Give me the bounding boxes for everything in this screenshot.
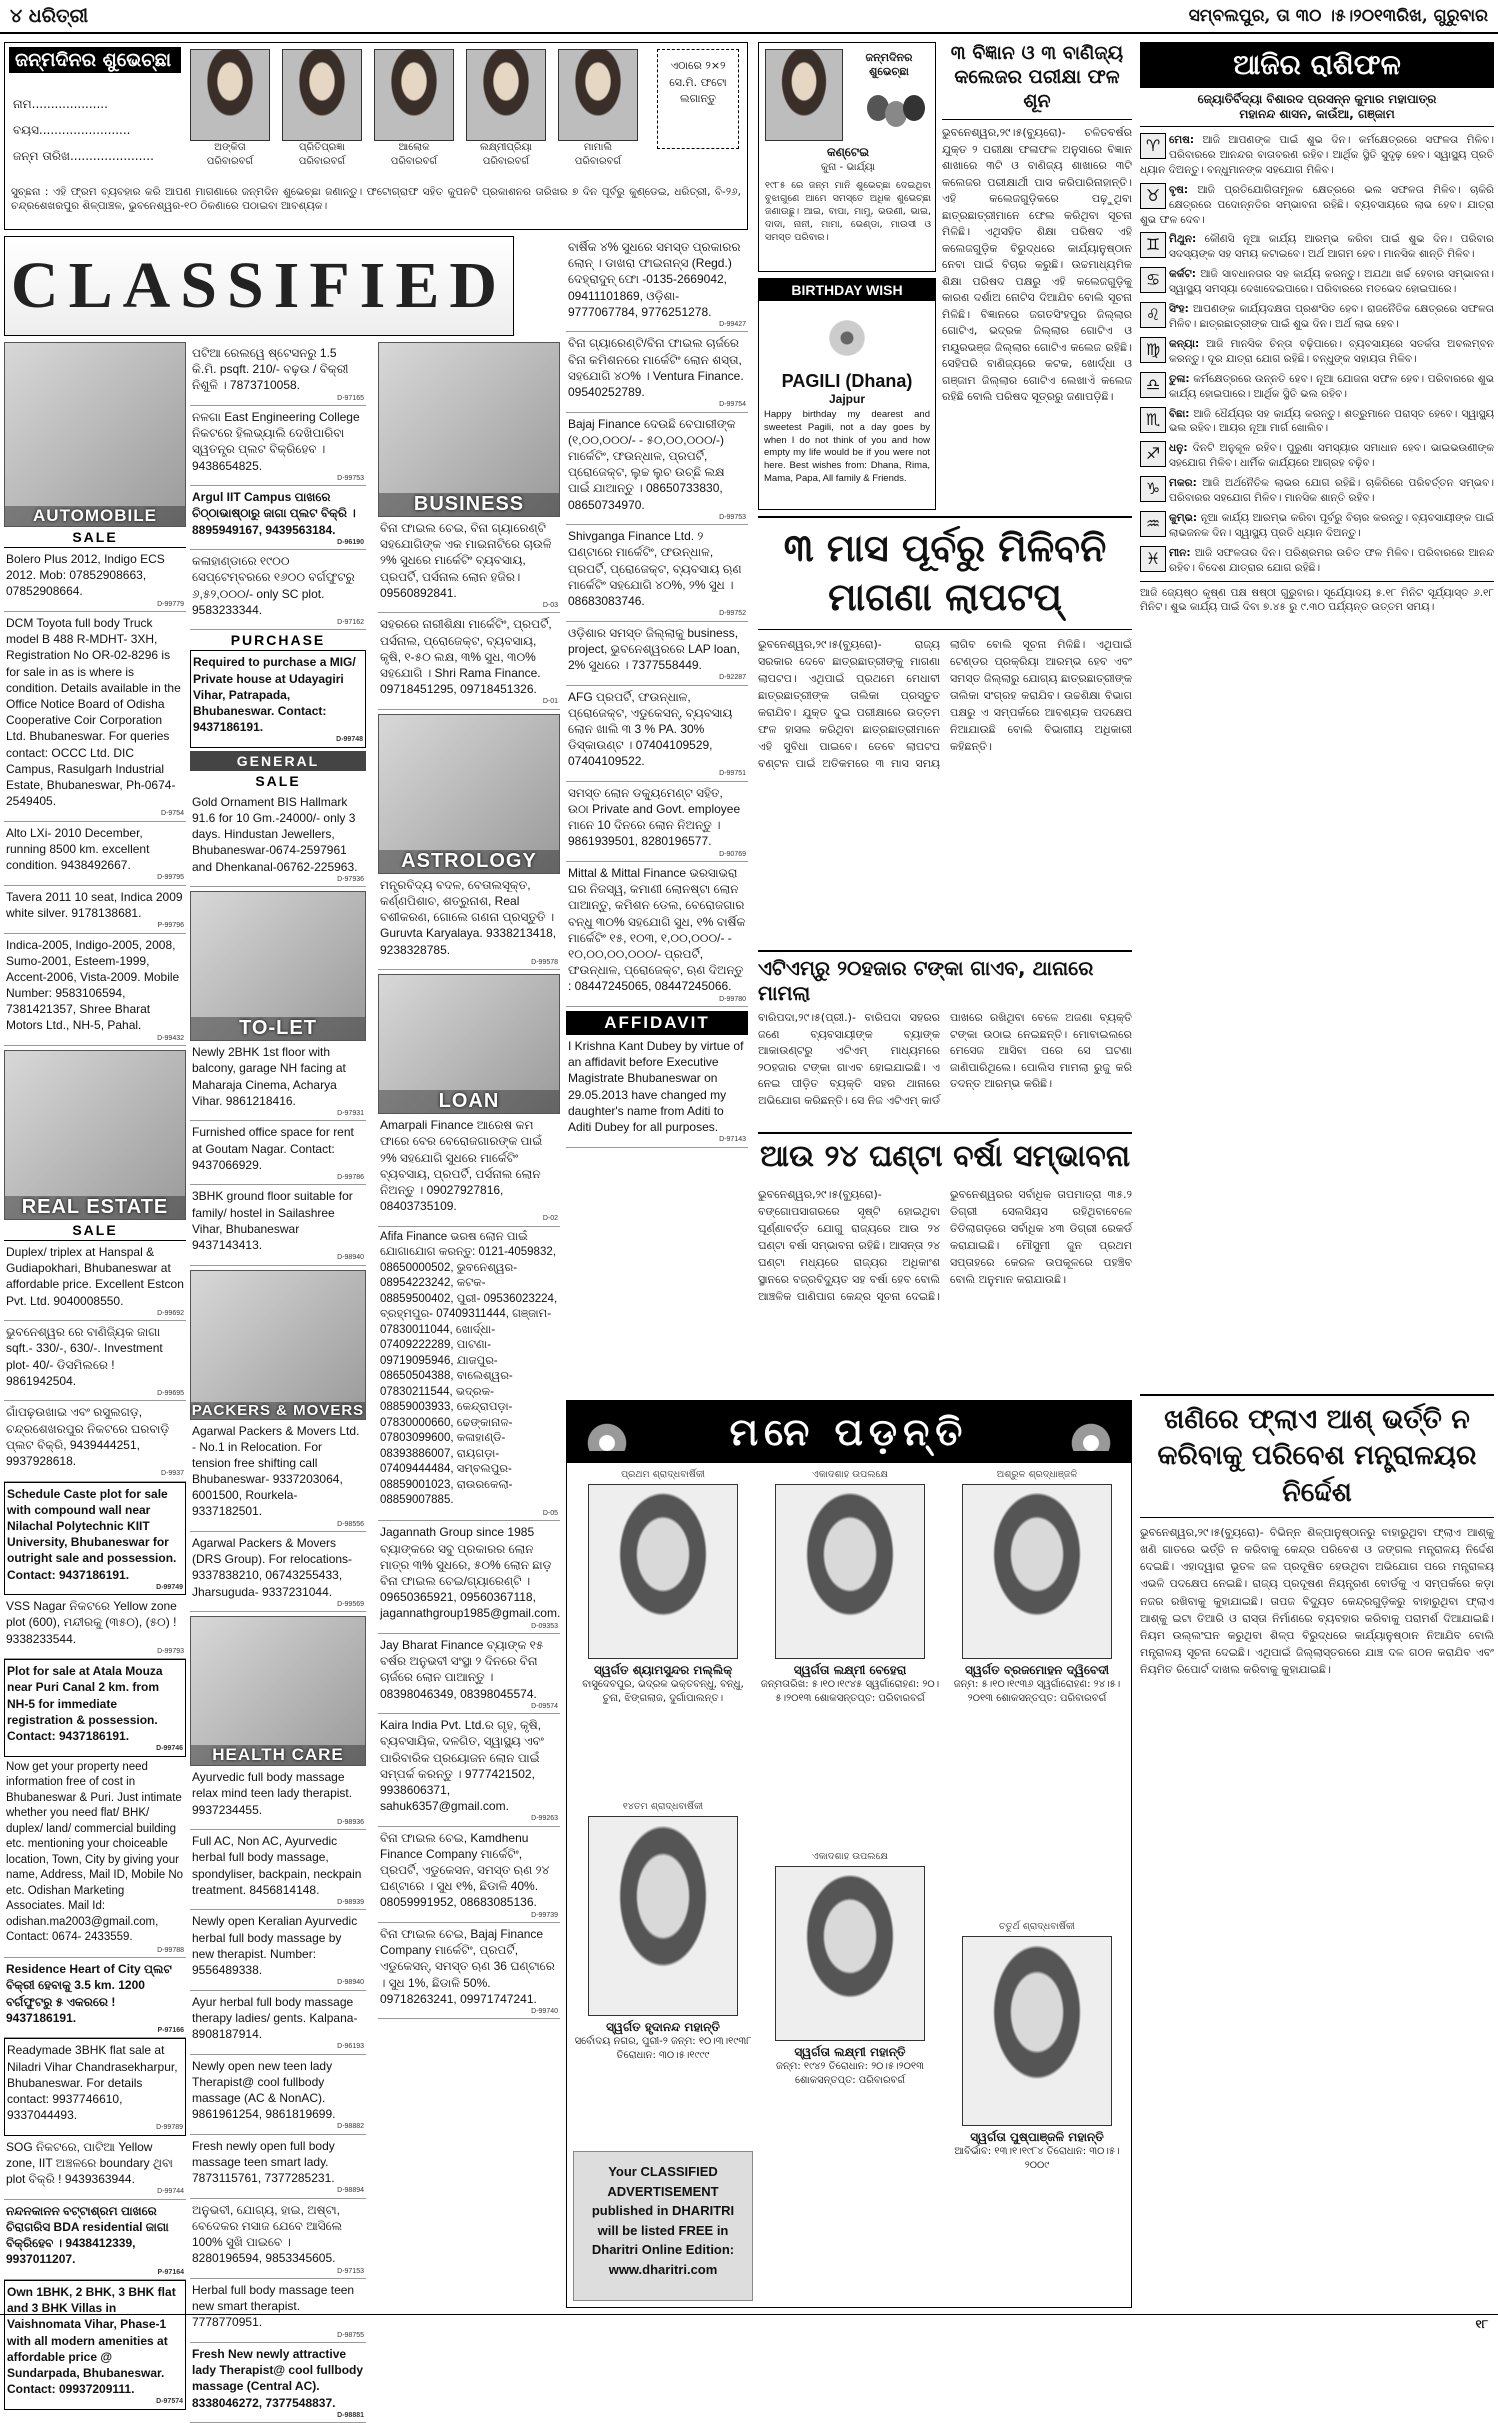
headline: ୩ ବିଜ୍ଞାନ ଓ ୩ ବାଣିଜ୍ୟ କଲେଜର ପରୀକ୍ଷା ଫଳ ଶୂନ bbox=[942, 42, 1132, 120]
classified-ad: Newly open Keralian Ayurvedic herbal full body massage by new therapist. Number: 9556489338. D-98940 bbox=[190, 1910, 366, 1990]
horoscope-sign bbox=[1140, 546, 1494, 576]
sign-text: ଆପଣଙ୍କ କାର୍ଯ୍ୟଦକ୍ଷତା ପ୍ରଶଂସିତ ହେବ। ରାଜନୈତିକ କ୍ଷେତ୍ରରେ ସଫଳତା ମିଳିବ। ଛାତ୍ରଛାତ୍ରୀଙ୍କ ପାଇଁ ଶୁଭ ଦିନ। ଅର୍ଥ ଲାଭ ହେବ। bbox=[1169, 303, 1494, 330]
column-1 bbox=[4, 342, 186, 2410]
balloons-icon bbox=[867, 95, 927, 137]
sign-text: ଦିନଟି ଅନୁକୂଳ ରହିବ। ପୁରୁଣା ସମସ୍ୟାର ସମାଧାନ ହେବ। ଭାଇଭଉଣୀଙ୍କ ସହଯୋଗ ମିଳିବ। ଧାର୍ମିକ କାର୍ଯ୍ୟରେ ଆଗ୍ରହ ବଢ଼ିବ। bbox=[1169, 442, 1494, 470]
lamp-icon bbox=[587, 1411, 627, 1451]
classified-ad: ବିନା ଫାଇଲ ଚେଇ, ବିନା ଗ୍ୟାରେଣ୍ଟି ସହଯୋଗିଙ୍କ ଏକ ମାଇନାଟିରେ ଚାଉଳି ୨% ସୁଧରେ ମାର୍କେଟିଂ ବ୍ୟବସାୟ, ପ୍ରପର୍ଟି, ପର୍ସନାଲ ଲୋନ ହଜିର। 09560892841. D-03 bbox=[378, 517, 560, 613]
page-number: ୪ ଧରିତ୍ରୀ bbox=[10, 5, 89, 27]
horoscope-sign bbox=[1140, 133, 1494, 178]
online-promo: Your CLASSIFIED ADVERTISEMENT published in DHARITRI will be listed FREE in Dharitri Online Edition: www.dharitri.com bbox=[573, 2151, 753, 2301]
classified-ad: Agarwal Packers & Movers Ltd. - No.1 in Relocation. For tension free shifting call Bhubaneswar- 9337203064, 6001500, Rourkela- 9337182501. D-98556 bbox=[190, 1420, 366, 1533]
column-4 bbox=[566, 236, 748, 1148]
memorial-section bbox=[566, 1400, 1132, 2308]
classified-ad: Now get your property need information free of cost in Bhubaneswar & Puri. Just intimate whether you need flat/ BHK/ duplex/ land/ commercial building etc. mentioning your choiceable location, Town, City by giving your name, Address, Mail ID, Mobile No etc. Odishan Marketing Associates. Mail Id: odishan.ma2003@gmail.com, Contact: 0674- 2433559. D-99788 bbox=[4, 1757, 186, 1959]
sign-name: ବୃଷ: bbox=[1169, 183, 1189, 196]
obituary-card: ୧୪ତମ ଶ୍ରାଦ୍ଧବାର୍ଷିକୀ ସ୍ୱର୍ଗତ ହୃଦାନନ୍ଦ ମହାନ୍ତି ସର୍ବୋଦୟ ନଗର, ପୁରୀ-୨ ଜନ୍ମ: ୧୦।୩।୧୯୩୮ ତିରୋଧାନ: ୩୦।୫।୧୯୯୯ bbox=[574, 1801, 752, 2061]
obituary-card: ଚତୁର୍ଥ ଶ୍ରାଦ୍ଧବାର୍ଷିକୀ ସ୍ୱର୍ଗତା ପୁଷ୍ପାଞ୍ଜଳି ମହାନ୍ତି ଆବିର୍ଭାବ: ୧୩।୧।୧୯୮୪ ତିରୋଧାନ: ୩୦।୫।୨୦୦୯ bbox=[954, 1921, 1120, 2171]
zodiac-icon: ♌ bbox=[1140, 302, 1166, 328]
zodiac-icon: ♋ bbox=[1140, 267, 1166, 293]
classified-ad: ନନ୍ଦନକାନନ ବଟ୍ଟାଶ୍ରମ ପାଖରେ ଚିରାଗରିସ BDA residential ଜାଗା ବିକ୍ରିହେବ । 9438412339, 9937011207. P-97164 bbox=[4, 2200, 186, 2280]
horoscope-byline: ଜ୍ୟୋତିର୍ବିଦ୍ୟା ବିଶାରଦ ପ୍ରସନ୍ନ କୁମାର ମହାପାତ୍ର bbox=[1197, 92, 1437, 106]
horoscope-sign bbox=[1140, 302, 1494, 332]
loan-image: LOAN bbox=[378, 974, 560, 1114]
column-3-business bbox=[378, 342, 560, 2019]
headline: ଆଉ ୨୪ ଘଣ୍ଟା ବର୍ଷା ସମ୍ଭାବନା bbox=[758, 1132, 1132, 1180]
zodiac-icon: ♈ bbox=[1140, 133, 1166, 159]
obituary-photo bbox=[962, 1936, 1112, 2126]
coupon-field-dob: ଜନ୍ମ ତାରିଖ...................... bbox=[13, 149, 154, 163]
horoscope-sign bbox=[1140, 267, 1494, 297]
kid-photo: ପ୍ରିତିପ୍ରଜ୍ଞା ପରିବାରବର୍ଗ bbox=[282, 49, 362, 168]
obituary-photo bbox=[775, 1866, 925, 2041]
obituary-card: ଅଶ୍ରୁଳ ଶ୍ରଦ୍ଧାଞ୍ଜଳି ସ୍ୱର୍ଗତ ବ୍ରଜମୋହନ ଦ୍ୱିବେଦୀ ଜନ୍ମ: ୫।୧୦।୧୯୩୬ ସ୍ୱର୍ଗାରୋହଣ: ୨୪।୫।୨୦୧୩ ଶୋକସନ୍ତପ୍ତ: ପରିବାରବର୍ଗ bbox=[953, 1469, 1121, 1704]
headline: ୩ ମାସ ପୂର୍ବରୁ ମିଳିବନି ମାଗଣା ଲାପଟପ୍ bbox=[758, 516, 1132, 630]
classified-ad: Fresh newly open full body massage teen smart lady. 7873115761, 7377285231. D-98894 bbox=[190, 2135, 366, 2199]
classified-ad: ଭୁବନେଶ୍ୱର ରେ ବାଣିଜ୍ୟିକ ଜାଗା sqft.- 330/-, 630/-. Investment plot- 40/- ଡିସମିଲରେ ! 9861942504. D-99695 bbox=[4, 1321, 186, 1401]
classified-ad: ଅନୁଭବୀ, ଯୋଗ୍ୟ, ହାଇ, ଅଷ୍ଟା, ବେଦେକର ମସାଜ ଯେବେ ଆସିଲେ 100% ସୁଖି ପାଇବେ । 8280196594, 9853345605. D-97153 bbox=[190, 2199, 366, 2279]
headline: ଖଣିରେ ଫ୍ଲାଏ ଆଶ୍ ଭର୍ତ୍ତି ନ କରିବାକୁ ପରିବେଶ ମନ୍ତ୍ରାଳୟର ନିର୍ଦ୍ଦେଶ bbox=[1140, 1394, 1494, 1518]
story-body: ଭୁବନେଶ୍ୱର,୨୯।୫(ବ୍ୟୁରୋ)- ବଙ୍ଗୋପସାଗରରେ ସୃଷ୍ଟି ହୋଇଥିବା ଘୂର୍ଣ୍ଣାବର୍ତ୍ତ ଯୋଗୁ ରାଜ୍ୟରେ ଆଉ ୨୪ ଘଣ୍ଟା ବର୍ଷା ସମ୍ଭାବନା ରହିଛି। ଆସନ୍ତା ୨୪ ଘଣ୍ଟା ମଧ୍ୟରେ ରାଜ୍ୟର ଅଧିକାଂଶ ସ୍ଥାନରେ ବଜ୍ରବିଦ୍ୟୁତ ସହ ବର୍ଷା ହେବ ବୋଲି ଆଞ୍ଚଳିକ ପାଣିପାଗ କେନ୍ଦ୍ର ସୂଚନା ଦେଇଛି। ଭୁବନେଶ୍ୱରର ସର୍ବାଧିକ ତାପମାତ୍ରା ୩୫.୨ ଡିଗ୍ରୀ ସେଲସିୟସ ରହିଥିବାବେଳେ ତିତିଲାଗଡ଼ରେ ସର୍ବାଧିକ ୪୩ ଡିଗ୍ରୀ ରେକର୍ଡ କରାଯାଇଛି। ମୌସୁମୀ ଜୁନ ପ୍ରଥମ ସପ୍ତାହରେ କେରଳ ଉପକୂଳରେ ପହଞ୍ଚିବ ବୋଲି ଅନୁମାନ କରାଯାଉଛି। bbox=[758, 1187, 1132, 1303]
business-image: BUSINESS bbox=[378, 342, 560, 517]
classified-ad: Residence Heart of City ପ୍ଲଟ ବିକ୍ରୀ ହେବାକୁ 3.5 km. 1200 ବର୍ଗଫୁଟରୁ ୫ ଏକରରେ ! 9437186191. P-97166 bbox=[4, 1958, 186, 2038]
horoscope-sign bbox=[1140, 511, 1494, 541]
page-header bbox=[0, 0, 1498, 34]
classified-ad: ବାର୍ଷିକ ୪% ସୁଧରେ ସମସ୍ତ ପ୍ରକାରର ଲୋନ୍ । ଡାଖରା ଫାଇନାନ୍ସ (Regd.) ଦେହ୍ରାଦୁନ୍ ଫୋ -0135-2669042, 09411101869, ଓଡ଼ିଶା- 9777067784, 9776251278. D-99427 bbox=[566, 236, 748, 332]
sign-text: କର୍ମକ୍ଷେତ୍ରରେ ଉନ୍ନତି ହେବ। ନୂଆ ଯୋଜନା ସଫଳ ହେବ। ପରିବାରରେ ଶୁଭ କାର୍ଯ୍ୟ ହୋଇପାରେ। ଆର୍ଥିକ ସ୍ଥିତି ଭଲ ରହିବ। bbox=[1169, 372, 1494, 400]
classified-ad: Bajaj Finance ଦେଉଛି ବେପାରୀଙ୍କ (୧,୦୦,୦୦୦/- - ୫୦,୦୦,୦୦୦/-) ମାର୍କେଟିଂ, ଫଉନ୍ଧାଳ, ପ୍ରପର୍ଟି, ପ୍ରୋଜେକ୍ଟ, ଲୁଚ୍ଚ ଲୁଚ ଉଚ୍ଛି ଲକ୍ଷ ପାଇଁ ଯାଆନ୍ତୁ । 08650733830, 08650734970. D-99753 bbox=[566, 413, 748, 526]
health-care-image: HEALTH CARE bbox=[190, 1616, 366, 1766]
birthday-wish-text: Happy birthday my dearest and sweetest Pagili, not a day goes by when I do not think of you and how empty my life would be if you were not here. Best wishes from: Dhana, Rima, Mama, Papa, All family & Friends. bbox=[764, 409, 930, 485]
classified-ad: ପଟିଆ ରେଲୱେ ଷ୍ଟେସନରୁ 1.5 କି.ମି. psqft. 210/- ବଢ଼ଉ / ବିକ୍ରୀ ନିଶୁଳି । 7873710058. D-97165 bbox=[190, 342, 366, 406]
sign-text: ନୂଆ କାର୍ଯ୍ୟ ଆରମ୍ଭ କରିବା ପୂର୍ବରୁ ବିଚାର କରନ୍ତୁ। ବ୍ୟବସାୟୀଙ୍କ ପାଇଁ ଲାଭଜନକ ଦିନ। ସ୍ୱାସ୍ଥ୍ୟ ପ୍ରତି ଧ୍ୟାନ ଦିଅନ୍ତୁ। bbox=[1169, 511, 1494, 539]
coupon-field-name: ନାମ.................... bbox=[13, 97, 108, 111]
news-story-atm-3 bbox=[758, 950, 1132, 1128]
photo-size-note: ଏଠାରେ ୨×୨ ସେ.ମି. ଫଟୋ ଲଗାନ୍ତୁ bbox=[657, 49, 739, 149]
horoscope-byline2: ମହାନନ୍ଦ ଶାସନ, କାଉଁଆ, ଗଞ୍ଜାମ bbox=[1140, 107, 1494, 127]
sign-name: ମେଷ: bbox=[1169, 134, 1195, 146]
kid-photo: ଅଙ୍କିତା ପରିବାରବର୍ଗ bbox=[190, 49, 270, 168]
classified-ad: Herbal full body massage teen new smart therapist. 7778770951. D-98755 bbox=[190, 2279, 366, 2343]
horoscope-title: ଆଜିର ରାଶିଫଳ bbox=[1140, 42, 1494, 88]
classified-ad: Jay Bharat Finance ବ୍ୟାଙ୍କ ୧୫ ବର୍ଷର ଅନୁଭବୀ ସଂସ୍ଥା ୨ ଦିନରେ ବିନା ଚାର୍ଜରେ ଲୋନ ପାଆନ୍ତୁ । 08398046349, 08398045574. D-09574 bbox=[378, 1634, 560, 1714]
classified-ad: ସମସ୍ତ ଲୋନ ଡକ୍ୟୁମେଣ୍ଟ ସହିତ, ଉଠା Private and Govt. employee ମାନେ 10 ଦିନରେ ଲୋନ ନିଅନ୍ତୁ । 9861939501, 8280196577. D-90769 bbox=[566, 782, 748, 862]
dateline: ସମ୍ବଲପୁର, ତା ୩୦ ।୫।୨୦୧୩ରିଖ, ଗୁରୁବାର bbox=[1188, 6, 1488, 26]
zodiac-icon: ♏ bbox=[1140, 407, 1166, 433]
classified-ad: ବିନା ଗ୍ୟାରେଣ୍ଟି/ବିନା ଫାଇଲ ଚାର୍ଜରେ ବିନା କମିଶନରେ ମାର୍କେଟିଂ ଲୋନ ଶସ୍ତା, ସହଯୋଗି ୪୦% । Ventura Finance. 09540252789. D-99754 bbox=[566, 332, 748, 412]
classified-ad: Furnished office space for rent at Goutam Nagar. Contact: 9437066929. D-99786 bbox=[190, 1121, 366, 1185]
horoscope-sign bbox=[1140, 476, 1494, 506]
classified-ad: DCM Toyota full body Truck model B 488 R-MDHT- 3XH, Registration No OR-02-8296 is for sale in as is where is condition. Details available in the Office Notice Board of Odisha Cooperative Coir Corporation Ltd. Bhubaneswar. For queries contact: OCCC Ltd. DIC Campus, Rasulgarh Industrial Estate, Bhubaneswar, Ph-0674-2549405. D-9754 bbox=[4, 612, 186, 822]
zodiac-icon: ♊ bbox=[1140, 232, 1166, 258]
page-footer bbox=[0, 2314, 1498, 2334]
coupon-field-age: ବୟସ........................ bbox=[13, 123, 131, 137]
news-story-results bbox=[942, 42, 1132, 512]
category-affidavit: AFFIDAVIT bbox=[566, 1011, 748, 1035]
birthday-wish-place: Jajpur bbox=[828, 392, 865, 406]
sign-name: ମକର: bbox=[1169, 477, 1197, 490]
kid-photo: ଲକ୍ଷ୍ମୀପ୍ରିୟା ପରିବାରବର୍ଗ bbox=[466, 49, 546, 168]
classified-ad: Jagannath Group since 1985 ବ୍ୟାଙ୍କରେ ସବୁ ପ୍ରକାରର ଲୋନ ମାତ୍ର ୩% ସୁଧରେ, ୫୦% ଲୋନ ଛାଡ଼ ବିନା ଫାଇଲ ଚେଇ/ଗ୍ୟାରେଣ୍ଟି । 09650365921, 09560367118, jagannathgroup1985@gmail.com. D-09353 bbox=[378, 1521, 560, 1634]
story-body: ଭୁବନେଶ୍ୱର,୨୯।୫(ବ୍ୟୁରୋ)- ଚଳିତବର୍ଷର ଯୁକ୍ତ ୨ ପରୀକ୍ଷା ଫଳାଫଳ ଅନୁସାରେ ବିଜ୍ଞାନ ଶାଖାରେ ୩ଟି ଓ ବାଣିଜ୍ୟ ଶାଖାରେ ୩ଟି କଲେଜର ପରୀକ୍ଷାର୍ଥୀ ପାସ କରିପାରିନାହାନ୍ତି। ଏହି କଲେଜଗୁଡ଼ିକରେ ପଢ଼ୁଥିବା ଛାତ୍ରଛାତ୍ରୀମାନେ ଫେଲ କରିଥିବା ସୂଚନା ମିଳିଛି। ଏଥିସହିତ ଶିକ୍ଷା ପରିଷଦ ଏହି କଲେଜଗୁଡ଼ିକ ବିରୁଦ୍ଧରେ କାର୍ଯ୍ୟାନୁଷ୍ଠାନ ନେବା ପାଇଁ ବିଚାର କରୁଛି। ଉଚ୍ଚମାଧ୍ୟମିକ ଶିକ୍ଷା ପରିଷଦ ପକ୍ଷରୁ ଏହି କଲେଜଗୁଡ଼ିକୁ କାରଣ ଦର୍ଶାଅ ନୋଟିସ ଦିଆଯିବ ବୋଲି ସୂଚନା ମିଳିଛି। ବିଜ୍ଞାନରେ ଜଗତସିଂହପୁର ଜିଲ୍ଲାର ଗୋଟିଏ, ଭଦ୍ରକ ଜିଲ୍ଲାର ଗୋଟିଏ ଓ ମୟୂରଭଞ୍ଜ ଜିଲ୍ଲାର ଗୋଟିଏ କଲେଜ ରହିଛି। ସେହିପରି ବାଣିଜ୍ୟରେ କଟକ, ଖୋର୍ଦ୍ଧା ଓ ଗଞ୍ଜାମ ଜିଲ୍ଲାର ଗୋଟିଏ ଲେଖାଏଁ କଲେଜ ରହିଛି ବୋଲି ପରିଷଦ ସୂତ୍ରରୁ ଜଣାପଡ଼ିଛି। bbox=[942, 126, 1132, 404]
classified-ad: VSS Nagar ନିକଟରେ Yellow zone plot (600), ମନ୍ଦୀରକୁ (୩୫୦), (୫୦) ! 9338233544. D-99793 bbox=[4, 1595, 186, 1659]
real-estate-image: REAL ESTATE bbox=[4, 1050, 186, 1220]
classified-ad: ଗାଁପଢ଼ଉଖାଇ ଏବଂ ରସୁଲଗଡ଼, ଚନ୍ଦ୍ରଶେଖରପୁର ନିକଟରେ ଘରବାଡ଼ି ପ୍ଲଟ ବିକ୍ରି, 9439444251, 9937928618. D-9937 bbox=[4, 1401, 186, 1481]
birthday-wish-title: BIRTHDAY WISH bbox=[759, 279, 935, 301]
classified-ad: Shivganga Finance Ltd. ୨ ଘଣ୍ଟାରେ ମାର୍କେଟିଂ, ଫଉନ୍ଧାଳ, ପ୍ରପର୍ଟି, ପ୍ରୋଜେକ୍ଟ, ବ୍ୟବସାୟ ଋଣ ମାର୍କେଟିଂ ସହଯୋଗି ୪୦%, ୨% ସୁଧ । 08683083746. D-99752 bbox=[566, 525, 748, 621]
obituary-photo bbox=[588, 1816, 738, 2016]
classified-ad: Tavera 2011 10 seat, Indica 2009 white silver. 9178138681. P-99796 bbox=[4, 886, 186, 934]
classified-ad: Gold Ornament BIS Hallmark 91.6 for 10 Gm.-24000/- only 3 days. Hindustan Jewellers, Bhubaneswar-0674-2597961 and Dhenkanal-06762-225963. D-97936 bbox=[190, 791, 366, 887]
classified-ad: Schedule Caste plot for sale with compound wall near Nilachal Polytechnic KIIT University, Bhubaneswar for outright sale and possession. Contact: 9437186191. D-99749 bbox=[4, 1482, 186, 1596]
horoscope-section bbox=[1140, 42, 1494, 1388]
kid-photo: ଆଲୋକ ପରିବାରବର୍ଗ bbox=[374, 49, 454, 168]
birthday-wish-box bbox=[758, 278, 936, 510]
story-body: ଭୁବନେଶ୍ୱର,୨୯।୫(ବ୍ୟୁରୋ)- ରାଜ୍ୟ ସରକାର ଦେବେ ଛାତ୍ରଛାତ୍ରୀଙ୍କୁ ମାଗଣା ଲାପଟପ। ଏଥିପାଇଁ ପ୍ରଥମେ ମେଧାବୀ ଛାତ୍ରଛାତ୍ରୀଙ୍କ ତାଲିକା ପ୍ରସ୍ତୁତ କରାଯିବ। ଯୁକ୍ତ ଦୁଇ ପରୀକ୍ଷାରେ ଉତ୍ତମ ଫଳ ହାସଲ କରିଥିବା ଛାତ୍ରଛାତ୍ରୀମାନେ ଏହି ସୁବିଧା ପାଇବେ। ତେବେ ଲାପଟପ ବଣ୍ଟନ ପାଇଁ ଅତିକମରେ ୩ ମାସ ସମୟ ଲାଗିବ ବୋଲି ସୂଚନା ମିଳିଛି। ଏଥିପାଇଁ ଟେଣ୍ଡର ପ୍ରକ୍ରିୟା ଆରମ୍ଭ ହେବ ଏବଂ ସମସ୍ତ ଜିଲ୍ଲାରୁ ଯୋଗ୍ୟ ଛାତ୍ରଛାତ୍ରୀଙ୍କ ତାଲିକା ସଂଗ୍ରହ କରାଯିବ। ଉଚ୍ଚଶିକ୍ଷା ବିଭାଗ ପକ୍ଷରୁ ଏ ସମ୍ପର୍କରେ ଆବଶ୍ୟକ ପଦକ୍ଷେପ ନିଆଯାଉଛି ବୋଲି ବିଭାଗୀୟ ଅଧିକାରୀ କହିଛନ୍ତି। bbox=[758, 637, 1132, 771]
sign-name: ମିଥୁନ: bbox=[1169, 233, 1197, 246]
sign-text: ଆଜି ସାବଧାନତାର ସହ କାର୍ଯ୍ୟ କରନ୍ତୁ। ଅଯଥା ଖର୍ଚ୍ଚ ହେବାର ସମ୍ଭାବନା। ସ୍ୱାସ୍ଥ୍ୟ ସମସ୍ୟା ଦେଖାଦେଇପାରେ। ପରିବାରରେ ମତଭେଦ ହୋଇପାରେ। bbox=[1169, 268, 1494, 296]
zodiac-icon: ♐ bbox=[1140, 441, 1166, 467]
zodiac-icon: ♓ bbox=[1140, 546, 1166, 572]
packers-movers-image: PACKERS & MOVERS bbox=[190, 1270, 366, 1420]
category-purchase: PURCHASE bbox=[190, 630, 366, 650]
sign-name: ତୁଳା: bbox=[1169, 372, 1190, 385]
memorial-title: ମନେ ପଡ଼ନ୍ତି bbox=[729, 1409, 969, 1454]
classified-ad: Ayurvedic full body massage relax mind teen lady therapist. 9937234455. D-98936 bbox=[190, 1766, 366, 1830]
classified-ad: Mittal & Mittal Finance ଭରସାଭରା ଘର ନିଜସ୍ୱ, କମାଣୀ ଲୋନଷ୍ଟା ଲୋନ ପାଆନ୍ତୁ, କମିଶନ ଡେଲ, ବେରୋଜଗାର ବନ୍ଧୁ ୩୦% ସହଯୋଗି ସୁଧ, ୧% ବାର୍ଷିକ ମାର୍କେଟିଂ ୧୫, ୧୦୩, ୧,୦୦,୦୦୦/- - ୧୦,୦୦,୦୦,୦୦୦/- ପ୍ରପର୍ଟି, ଫଉନ୍ଧାଳ, ପ୍ରୋଜେକ୍ଟ, ଋଣ ଦିଅନ୍ତୁ : 08447245065, 08447245066. D-99780 bbox=[566, 862, 748, 1007]
sign-name: ଧନୁ: bbox=[1169, 442, 1188, 455]
sign-text: ଆଜି ଧୈର୍ଯ୍ୟର ସହ କାର୍ଯ୍ୟ କରନ୍ତୁ। ଶତ୍ରୁମାନେ ପରାସ୍ତ ହେବେ। ସ୍ୱାସ୍ଥ୍ୟ ଭଲ ରହିବ। ଆୟର ନୂଆ ମାର୍ଗ ଖୋଲିବ। bbox=[1169, 407, 1494, 435]
horoscope-signs bbox=[1140, 133, 1494, 576]
sign-name: କନ୍ୟା: bbox=[1169, 337, 1200, 350]
classified-ad: AFG ପ୍ରପର୍ଟି, ଫଉନ୍ଧାଳ, ପ୍ରୋଜେକ୍ଟ, ଏଡୁକେସନ୍, ବ୍ୟବସାୟ ଲୋନ ଖାଲି ୩ 3 % PA. 30% ଡିସ୍କାଉଣ୍ଟ । 07404109529, 07404109522. D-99751 bbox=[566, 686, 748, 782]
classified-ad: Agarwal Packers & Movers (DRS Group). For relocations- 9337838210, 06743255433, Jharsuguda- 9337231044. D-99569 bbox=[190, 1532, 366, 1612]
news-story-laptop bbox=[758, 516, 1132, 946]
classified-ad: SOG ନିକଟରେ, ପାଟିଆ Yellow zone, IIT ଅଞ୍ଚଳରେ boundary ଥିବା plot ବିକ୍ରି ! 9439363944. D-99744 bbox=[4, 2136, 186, 2200]
classified-ad: କଳାହାଣ୍ଡାରେ ୧୯୦୦ ସେପ୍ଟେମ୍ବରରେ ୧୬୦୦ ବର୍ଗଫୁଟରୁ ୬,୫୨,୦୦୦/- only SC plot. 9583233344. D-97162 bbox=[190, 550, 366, 630]
dob-wish-box bbox=[758, 42, 936, 272]
classified-ad: Readymade 3BHK flat sale at Niladri Vihar Chandrasekharpur, Bhubaneswar. For details contact: 9937746610, 9337044493. D-99789 bbox=[4, 2038, 186, 2135]
birthday-wish-name: PAGILI (Dhana) bbox=[781, 371, 913, 391]
classified-ad: ମନ୍ତ୍ରବିଦ୍ୟ ବଦଳ, ବେତାଲସୂକ୍ତ, କର୍ଣ୍ଣପିଶାଚ, ଶତ୍ରୁନାଶ, Real ବଶୀକରଣ, ଗୋଲେ ଗଣନା ପ୍ରସ୍ତୁତି । Guruvta Karyalaya. 9338213418, 9238328785. D-99578 bbox=[378, 874, 560, 970]
sign-name: କୁମ୍ଭ: bbox=[1169, 511, 1198, 524]
classified-title: CLASSIFIED bbox=[10, 249, 508, 322]
lamp-icon bbox=[1071, 1411, 1111, 1451]
classified-ad: Alto LXi- 2010 December, running 8500 km. excellent condition. 9438492667. D-99795 bbox=[4, 822, 186, 886]
classified-ad: Fresh New newly attractive lady Therapist@ cool fullbody massage (Central AC). 8338046272, 7377548837. D-98881 bbox=[190, 2343, 366, 2423]
obituary-photo bbox=[588, 1484, 738, 1659]
zodiac-icon: ♉ bbox=[1140, 183, 1166, 209]
story-body: ବାରିପଦା,୨୯।୫(ପ୍ରୀ.)- ବାରିପଦା ସହରର ଜଣେ ବ୍ୟବସାୟୀଙ୍କ ବ୍ୟାଙ୍କ ଆକାଉଣ୍ଟରୁ ଏଟିଏମ୍ ମାଧ୍ୟମରେ ୨୦ହଜାର ଟଙ୍କା ଗାଏବ ହୋଇଯାଇଛି। ଏ ନେଇ ପୀଡ଼ିତ ବ୍ୟକ୍ତି ସହର ଥାନାରେ ଅଭିଯୋଗ କରିଛନ୍ତି। ସେ ନିଜ ଏଟିଏମ୍ କାର୍ଡ ପାଖରେ ରଖିଥିବା ବେଳେ ଅଜଣା ବ୍ୟକ୍ତି ଟଙ୍କା ଉଠାଇ ନେଇଛନ୍ତି। ମୋବାଇଲରେ ମେସେଜ ଆସିବା ପରେ ସେ ଘଟଣା ଜାଣିପାରିଥିଲେ। ପୋଲିସ ମାମଲା ରୁଜୁ କରି ତଦନ୍ତ ଆରମ୍ଭ କରିଛି। bbox=[758, 1011, 1132, 1107]
flower-icon bbox=[817, 307, 877, 369]
sign-text: ଆଜି ଅର୍ଥନୈତିକ ଲାଭର ଯୋଗ ରହିଛି। ଚାକିରିରେ ପରିବର୍ତ୍ତନ ସମ୍ଭବ। ପରିବାରର ସହଯୋଗ ମିଳିବ। ମାନସିକ ଶାନ୍ତି ରହିବ। bbox=[1169, 477, 1494, 505]
zodiac-icon: ♎ bbox=[1140, 372, 1166, 398]
zodiac-icon: ♒ bbox=[1140, 511, 1166, 537]
classified-ad: Newly open new teen lady Therapist@ cool fullbody massage (AC & NonAC). 9861961254, 9861819699. D-98882 bbox=[190, 2055, 366, 2135]
wish-photo bbox=[765, 49, 843, 141]
automobile-image: AUTOMOBILE bbox=[4, 342, 186, 527]
headline: ଏଟିଏମ୍‌ରୁ ୨୦ହଜାର ଟଙ୍କା ଗାଏବ, ଥାନାରେ ମାମଲା bbox=[758, 950, 1132, 1006]
wish-text: ୧୯୮୫ ରେ ଜନ୍ମ ମାନି ଶୁଭେଚ୍ଛା ଦେଇଥିବା ବୁଝାଗୁଣେ ଆମେ ସମସ୍ତେ ଅଧିକ ଶୁଭେଚ୍ଛା ଜଣାଉଛୁ। ଆଇ, ବାପା, ମାମୁ, ଭଉଣୀ, ଭାଇ, ଦାଦା, ନାନୀ, ମାମା, ଭେଣ୍ଡା, ମାଉସୀ ଓ ସମସ୍ତ ପରିବାର। bbox=[765, 180, 931, 244]
obituary-photo bbox=[962, 1484, 1112, 1659]
panjika: ଆଜି ଜ୍ୟେଷ୍ଠ କୃଷ୍ଣ ପକ୍ଷ ଷଷ୍ଠୀ ଗୁରୁବାର। ସୂର୍ଯ୍ୟୋଦୟ ୫.୧୮ ମିନିଟ ସୂର୍ଯ୍ୟାସ୍ତ ୬.୧୮ ମିନିଟ। ଶୁଭ କାର୍ଯ୍ୟ ପାଇଁ ଦିବା ୭.୪୫ ରୁ ୯.୩୦ ପର୍ଯ୍ୟନ୍ତ ଉତ୍ତମ ସମୟ। bbox=[1140, 581, 1494, 616]
horoscope-sign bbox=[1140, 372, 1494, 402]
category-general: GENERAL bbox=[190, 751, 366, 771]
classified-ad: Amarpali Finance ଆରେଷ କମ ଫାରେ ବେର ବେରୋଜଗାରଙ୍କ ପାଇଁ ୨% ସହଯୋଗି ସୁଧରେ ମାର୍କେଟିଂ ବ୍ୟବସାୟ, ପ୍ରପର୍ଟି, ପର୍ସନାଲ ଲୋନ ନିଅନ୍ତୁ । 09027927816, 08403735109. D-02 bbox=[378, 1114, 560, 1227]
sign-text: ଆଜି ମାନସିକ ଚିନ୍ତା ବଢ଼ିପାରେ। ବ୍ୟବସାୟରେ ସତର୍କତା ଅବଲମ୍ବନ କରନ୍ତୁ। ଦୂର ଯାତ୍ରା ଯୋଗ ରହିଛି। ବନ୍ଧୁଙ୍କ ସହାୟତା ମିଳିବ। bbox=[1169, 337, 1494, 365]
horoscope-sign bbox=[1140, 183, 1494, 228]
story-body: ଭୁବନେଶ୍ୱର,୨୯।୫(ବ୍ୟୁରୋ)- ବିଭିନ୍ନ ଶିଳ୍ପାନୁଷ୍ଠାନରୁ ବାହାରୁଥିବା ଫ୍ଲାଏ ଆଶ୍‌କୁ ଖଣି ଗାତରେ ଭର୍ତ୍ତି ନ କରିବାକୁ କେନ୍ଦ୍ର ପରିବେଶ ଓ ଜଙ୍ଗଲ ମନ୍ତ୍ରାଳୟ ନିର୍ଦ୍ଦେଶ ଦେଇଛି। ଏହାଦ୍ୱାରା ଭୂତଳ ଜଳ ପ୍ରଦୂଷିତ ହେଉଥିବା ଅଭିଯୋଗ ପରେ ମନ୍ତ୍ରାଳୟ ଏଭଳି ପଦକ୍ଷେପ ନେଇଛି। ରାଜ୍ୟ ପ୍ରଦୂଷଣ ନିୟନ୍ତ୍ରଣ ବୋର୍ଡକୁ ଏ ସମ୍ପର୍କରେ କଡ଼ା ନଜର ରଖିବାକୁ କୁହାଯାଇଛି। ତାପଜ ବିଦ୍ୟୁତ କେନ୍ଦ୍ରଗୁଡ଼ିକରୁ ବାହାରୁଥିବା ଫ୍ଲାଏ ଆଶ୍‌କୁ ଇଟା ତିଆରି ଓ ରାସ୍ତା ନିର୍ମାଣରେ ବ୍ୟବହାର କରିବାକୁ ପରାମର୍ଶ ଦିଆଯାଇଛି। ନିୟମ ଉଲ୍ଲଂଘନ କରୁଥିବା ଶିଳ୍ପ ବିରୁଦ୍ଧରେ କାର୍ଯ୍ୟାନୁଷ୍ଠାନ ନିଆଯିବ ବୋଲି ମନ୍ତ୍ରାଳୟ ସୂଚନା ଦେଇଛି। ଏଥିପାଇଁ ଜିଲ୍ଲାସ୍ତରରେ ଯାଞ୍ଚ ଦଳ ଗଠନ କରାଯିବ ଏବଂ ନିୟମିତ ରିପୋର୍ଟ ଦାଖଲ କରିବାକୁ କୁହାଯାଇଛି। bbox=[1140, 1526, 1494, 1676]
classified-ad: Argul IIT Campus ପାଖରେ ଚିଠ୍ଠାଭାଷ୍ଠାରୁ ଜାଗା ପ୍ଲଟ ବିକ୍ରି । 8895949167, 9439563184. D-96190 bbox=[190, 486, 366, 550]
footer-page: ୧୮ bbox=[1475, 2317, 1488, 2331]
wish-title: ଜନ୍ମଦିନର ଶୁଭେଚ୍ଛା bbox=[865, 51, 913, 78]
sign-name: ମୀନ: bbox=[1169, 546, 1191, 559]
classified-ad: Indica-2005, Indigo-2005, 2008, Sumo-2001, Esteem-1999, Accent-2006, Vista-2009. Mobile Number: 9583106594, 7381421357, Shree Bharat Motors Ltd., NH-5, Pahal. D-99432 bbox=[4, 934, 186, 1047]
classified-ad: Plot for sale at Atala Mouza near Puri Canal 2 km. from NH-5 for immediate registration & possession. Contact: 9437186191. D-99746 bbox=[4, 1659, 186, 1756]
classified-ad: Duplex/ triplex at Hanspal & Gudiapokhari, Bhubaneswar at affordable price. Excellent Estcon Pvt. Ltd. 9040008550. D-99692 bbox=[4, 1241, 186, 1321]
sign-text: ଆଜି ପ୍ରତିଯୋଗିତାମୂଳକ କ୍ଷେତ୍ରରେ ଭଲ ସଫଳତା ମିଳିବ। ଚାକିରି କ୍ଷେତ୍ରରେ ପଦୋନ୍ନତିର ସମ୍ଭାବନା ରହିଛି। ବ୍ୟବସାୟରେ ଲାଭ ହେବ। ଯାତ୍ରା ଶୁଭ ଫଳ ଦେବ। bbox=[1140, 183, 1494, 226]
classified-ad: ସହରରେ ନାରୀଶିକ୍ଷା ମାର୍କେଟିଂ, ପ୍ରପର୍ଟି, ପର୍ସନାଲ, ପ୍ରୋଜେକ୍ଟ, ବ୍ୟବସାୟ, କୃଷି, ୧-୫୦ ଲକ୍ଷ, ୩% ସୁଧ, ୩୦% ସହଯୋଗି । Shri Rama Finance. 09718451295, 09718451326. D-01 bbox=[378, 613, 560, 709]
to-let-image: TO-LET bbox=[190, 891, 366, 1041]
sign-name: ବିଛା: bbox=[1169, 407, 1190, 420]
classified-ad: Required to purchase a MIG/ Private house at Udayagiri Vihar, Patrapada, Bhubaneswar. Contact: 9437186191. D-99748 bbox=[190, 650, 366, 747]
sign-text: ଆଜି ଆପଣଙ୍କ ପାଇଁ ଶୁଭ ଦିନ। କର୍ମକ୍ଷେତ୍ରରେ ସଫଳତା ମିଳିବ। ପରିବାରରେ ଆନନ୍ଦର ବାତାବରଣ ରହିବ। ଆର୍ଥିକ ସ୍ଥିତି ସୁଦୃଢ଼ ହେବ। ସ୍ୱାସ୍ଥ୍ୟ ପ୍ରତି ଧ୍ୟାନ ଦିଅନ୍ତୁ। ବନ୍ଧୁମାନଙ୍କ ସହଯୋଗ ମିଳିବ। bbox=[1140, 134, 1494, 176]
birthday-coupon bbox=[4, 42, 748, 230]
category-sale: SALE bbox=[4, 1220, 186, 1241]
coupon-title: ଜନ୍ମଦିନର ଶୁଭେଚ୍ଛା bbox=[9, 47, 181, 73]
memorial-title-bar bbox=[567, 1401, 1131, 1463]
classified-ad: Newly 2BHK 1st floor with balcony, garage NH facing at Maharaja Cinema, Acharya Vihar. 9861218416. D-97931 bbox=[190, 1041, 366, 1121]
category-sale: SALE bbox=[190, 771, 366, 791]
coupon-footer: ସୁଚ୍ଛନା : ଏହି ଫ୍ରମ ବ୍ୟବହାର କରି ଆପଣ ମାଗଣାରେ ଜନ୍ମଦିନ ଶୁଭେଚ୍ଛା ଜଣାନ୍ତୁ। ଫଟୋଗ୍ରାଫ ସହିତ କୁପନଟି ପ୍ରକାଶନର ତାରିଖର ୭ ଦିନ ପୂର୍ବରୁ କୁଣ୍ଡେଇ, ଧରିତ୍ରୀ, ବି-୨୬, ଚନ୍ଦ୍ରଶେଖରପୁର ଶିଳ୍ପାଞ୍ଚଳ, ଭୁବନେଶ୍ୱର-୧୦ ଠିକଣାରେ ପଠାଇବା ଆବଶ୍ୟକ। bbox=[11, 186, 741, 213]
classified-ad: I Krishna Kant Dubey by virtue of an affidavit before Executive Magistrate Bhubaneswar on 29.05.2013 have changed my daughter's name from Aditi to Aditi Dubey for all purposes. D-97143 bbox=[566, 1035, 748, 1148]
zodiac-icon: ♍ bbox=[1140, 337, 1166, 363]
classified-ad: Own 1BHK, 2 BHK, 3 BHK flat and 3 BHK Villas in Vaishnomata Vihar, Phase-1 with all modern amenities at affordable price @ Sundarpada, Bhubaneswar. Contact: 09937209111. D-97574 bbox=[4, 2280, 186, 2410]
horoscope-sign bbox=[1140, 407, 1494, 437]
classified-ad: Bolero Plus 2012, Indigo ECS 2012. Mob: 07852908663, 07852908664. D-99779 bbox=[4, 548, 186, 612]
sign-name: ସିଂହ: bbox=[1169, 303, 1189, 316]
news-story-flyash bbox=[1140, 1394, 1494, 2308]
column-2 bbox=[190, 342, 366, 2423]
sign-text: କୌଣସି ନୂଆ କାର୍ଯ୍ୟ ଆରମ୍ଭ କରିବା ପାଇଁ ଶୁଭ ଦିନ। ପରିବାର ସଦସ୍ୟଙ୍କ ସହ ସମୟ କଟାଇବେ। ଅର୍ଥ ଆଗମ ହେବ। ମାନସିକ ଶାନ୍ତି ମିଳିବ। bbox=[1169, 233, 1494, 261]
obituary-photo bbox=[775, 1484, 925, 1659]
classified-ad: ବିନା ଫାଇଲ ଚେଇ, Kamdhenu Finance Company ମାର୍କେଟିଂ, ପ୍ରପର୍ଟି, ଏଡୁକେସନ, ସମସ୍ତ ଋଣ ୨୪ ଘଣ୍ଟାରେ । ସୁଧ ୧%, ଛିଡାଳି 40%. 08059991952, 08683085136. D-99739 bbox=[378, 1827, 560, 1923]
obituary-card: ଏକାଦଶାହ ଉପଲକ୍ଷେ ସ୍ୱର୍ଗତା ଲକ୍ଷ୍ମୀ ମହାନ୍ତି ଜନ୍ମ: ୧୯୪୨ ତିରୋଧାନ: ୨୦।୫।୨୦୧୩ ଶୋକସନ୍ତପ୍ତ: ପରିବାରବର୍ଗ bbox=[776, 1851, 924, 2086]
category-sale: SALE bbox=[4, 527, 186, 548]
classified-ad: Afifa Finance ଭରଷ ଲୋନ ପାଇଁ ଯୋଗାଯୋଗ କରନ୍ତୁ: 0121-4059832, 08650000502, ଭୁବନେଶ୍ୱର- 08954223242, କଟକ- 08859500402, ପୁରୀ- 09536023224, ବ୍ରହ୍ମପୁର- 07409311444, ଗଞ୍ଜାମ- 07830011044, ଖୋର୍ଦ୍ଧା- 07409222289, ପାଟଣା- 09719095946, ଯାଜପୁର- 08650504388, ବାଲେଶ୍ୱର- 07830211544, ଭଦ୍ରକ- 08859003933, କେନ୍ଦ୍ରାପଡ଼ା- 07830000660, ଢେଙ୍କାନାଳ- 07803099600, କଳାହାଣ୍ଡି- 08393886007, ରାୟଗଡ଼ା- 07409444484, ସମ୍ବଲପୁର- 08859001023, ରାଉରକେଲା- 08859007885. D-05 bbox=[378, 1227, 560, 1522]
sign-text: ଆଜି ସଫଳତାର ଦିନ। ପରିଶ୍ରମର ଉଚିତ ଫଳ ମିଳିବ। ପରିବାରରେ ଆନନ୍ଦ ରହିବ। ବିଦେଶ ଯାତ୍ରାର ଯୋଗ ରହିଛି। bbox=[1169, 546, 1494, 574]
horoscope-sign bbox=[1140, 337, 1494, 367]
classified-ad: ବିନା ଫାଇଲ ଚେଇ, Bajaj Finance Company ମାର୍କେଟିଂ, ପ୍ରପର୍ଟି, ଏଡୁକେସନ୍, ସମସ୍ତ ଋଣ 36 ଘଣ୍ଟାରେ । ସୁଧ 1%, ଛିଡାଳି 50%. 09718263241, 09971747241. D-99740 bbox=[378, 1923, 560, 2019]
classified-ad: ନଳଗା East Engineering College ନିକଟରେ ହିଲଭ୍ୟାଲି ଦେଖିପାରିବା ସ୍ୱତନ୍ତ୍ର ପ୍ଲଟ ବିକ୍ରିହେବ । 9438654825. D-99753 bbox=[190, 406, 366, 486]
news-story-rain bbox=[758, 1132, 1132, 1394]
classified-ad: Ayur herbal full body massage therapy ladies/ gents. Kalpana- 8908187914. D-96193 bbox=[190, 1991, 366, 2055]
wish-sub: କୁନା - ଭାର୍ଯ୍ୟା bbox=[820, 162, 876, 173]
classified-ad: ଓଡ଼ିଶାର ସମସ୍ତ ଜିଲ୍ଲାକୁ business, project, ଭୁବନେଶ୍ୱରରେ LAP loan, 2% ସୁଧରେ । 7377558449. D-92287 bbox=[566, 622, 748, 686]
obituary-card: ଏକାଦଶାହ ଉପଲକ୍ଷେ ସ୍ୱର୍ଗତା ଲକ୍ଷ୍ମୀ ବେହେରା ଜନ୍ମତାରିଖ: ୫।୧୦।୧୯୪୫ ସ୍ୱର୍ଗାରୋହଣ: ୨୦।୫।୨୦୧୩ ଶୋକସନ୍ତପ୍ତ: ପରିବାରବର୍ଗ bbox=[760, 1469, 940, 1704]
classified-ad: Kaira India Pvt. Ltd.ର ଗୃହ, କୃଷି, ବ୍ୟବସାୟିକ, ଦଳଗିତ, ସ୍ୱାସ୍ଥ୍ୟ ଏବଂ ପାରିବାରିକ ପ୍ରୟୋଜନ ଲୋନ ପାଇଁ ସମ୍ପର୍କ କରନ୍ତୁ । 9777421502, 9938606371, sahuk6357@gmail.com. D-99263 bbox=[378, 1714, 560, 1827]
horoscope-sign bbox=[1140, 441, 1494, 471]
kid-photo: ମାମାଲି ପରିବାରବର୍ଗ bbox=[558, 49, 638, 168]
astrology-image: ASTROLOGY bbox=[378, 714, 560, 874]
obituary-card: ପ୍ରଥମ ଶ୍ରାଦ୍ଧବାର୍ଷିକୀ ସ୍ୱର୍ଗତ ଶ୍ୟାମସୁନ୍ଦର ମଲ୍ଲିକ୍ ବାସୁଦେବପୁର, ଭଦ୍ରକ ଭକ୍ତବନ୍ଧୁ, ବନ୍ଧୁ, ଚୁନା, ଝିଙ୍ଗଲାଜ, ଦୁର୍ଗାପାଲନ୍ତ। bbox=[582, 1469, 744, 1704]
classified-ad: Full AC, Non AC, Ayurvedic herbal full body massage, spondyliser, backpain, neckpain treatment. 8456814148. D-98939 bbox=[190, 1830, 366, 1910]
horoscope-sign bbox=[1140, 232, 1494, 262]
classified-ad: 3BHK ground floor suitable for family/ hostel in Sailashree Vihar, Bhubaneswar 9437143413. D-98940 bbox=[190, 1185, 366, 1265]
wish-name: କଣ୍ଟେଇ bbox=[826, 145, 870, 159]
zodiac-icon: ♑ bbox=[1140, 476, 1166, 502]
sign-name: କର୍କଟ: bbox=[1169, 268, 1196, 281]
